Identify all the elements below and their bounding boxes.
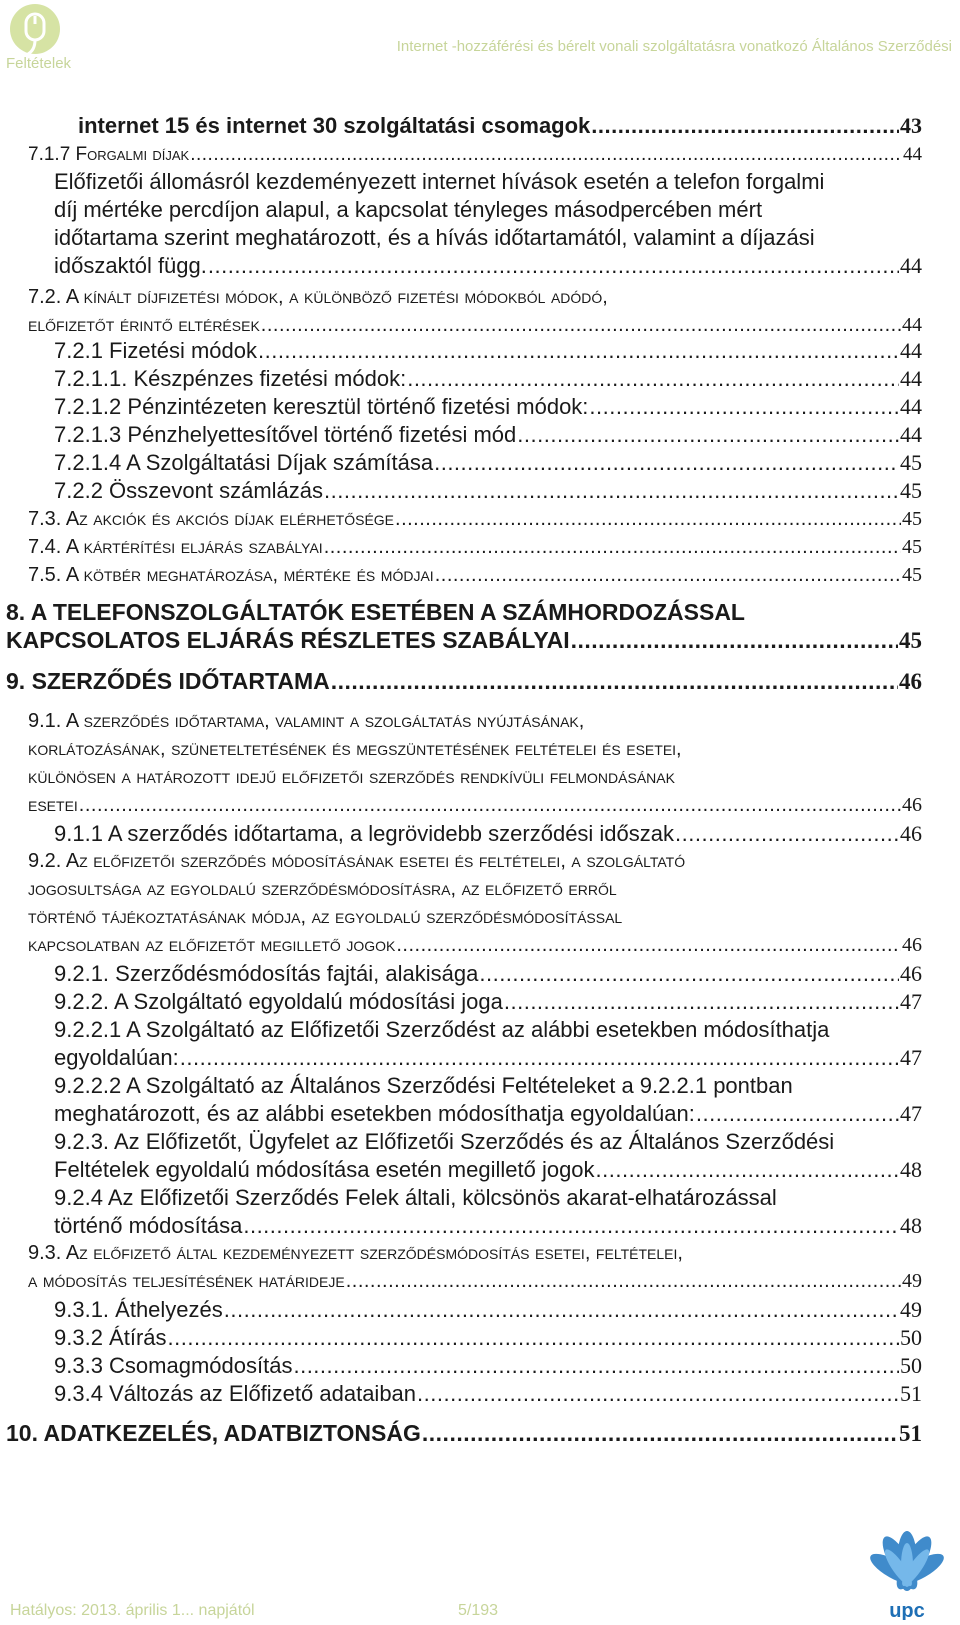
toc-entry-title: 7.2. A kínált díjfizetési módok, a különböző fizetési módokból adódó, [28, 286, 608, 308]
header-title: Internet -hozzáférési és bérelt vonali szolgáltatásra vonatkozó Általános Szerződési [396, 38, 952, 55]
toc-page-number: 43 [900, 113, 922, 138]
toc-leader-dots [190, 142, 902, 167]
toc-page-number: 46 [900, 961, 922, 986]
toc-entry-title: 9.2.2.1 A Szolgáltató az Előfizetői Szerződést az alábbi esetekben módosíthatja [54, 1017, 830, 1042]
toc-leader-dots [517, 421, 899, 449]
toc-leader-dots [417, 1380, 899, 1408]
toc-page-number: 46 [902, 794, 922, 816]
toc-leader-dots [422, 1419, 898, 1448]
upc-logo [862, 1525, 952, 1620]
toc-page-number: 44 [902, 314, 922, 336]
toc-page-number: 44 [900, 422, 922, 447]
toc-page-number: 47 [900, 989, 922, 1014]
toc-leader-dots [435, 562, 901, 588]
toc-entry-title: 7.2.2 Összevont számlázás [54, 478, 324, 503]
toc-page-number: 45 [902, 564, 922, 586]
toc-page-number: 46 [900, 821, 922, 846]
toc-page-number: 44 [900, 338, 922, 363]
toc-page-number: 47 [900, 1045, 922, 1070]
header-logo-word: Feltételek [6, 55, 72, 72]
toc-page-number: 46 [902, 934, 922, 956]
toc-page-number: 45 [900, 450, 922, 475]
toc-entry-title: Feltételek egyoldalú módosítása esetén megillető jogok [54, 1157, 595, 1182]
toc-entry-title: 8. A TELEFONSZOLGÁLTATÓK ESETÉBEN A SZÁMHORDOZÁSSAL [6, 599, 745, 625]
mouse-logo-icon [6, 2, 64, 60]
toc-page-number: 48 [900, 1213, 922, 1238]
toc-page-number: 44 [900, 253, 922, 278]
toc-leader-dots [696, 1100, 899, 1128]
toc-entry-title: 7.4. A kártérítési eljárás szabályai [28, 536, 323, 558]
toc-page-number: 49 [900, 1297, 922, 1322]
toc-leader-dots [258, 337, 899, 365]
toc-entry-title: 7.5. A kötbér meghatározása, mértéke és módjai [28, 564, 434, 586]
toc-leader-dots [208, 252, 899, 280]
toc-entry-title: különösen a határozott idejű előfizetői szerződés rendkívüli felmondásának [28, 766, 675, 788]
toc-entry-title: időtartama szerint meghatározott, és a hívás időtartamától, valamint a díjazási [54, 225, 815, 250]
toc-leader-dots [596, 1156, 899, 1184]
toc-entry-title: korlátozásának, szüneteltetésének és megszüntetésének feltételei és esetei, [28, 738, 682, 760]
toc-entry-title: történő tájékoztatásának módja, az egyoldalú szerződésmódosítással [28, 906, 623, 928]
footer-effective-date: Hatályos: 2013. április 1... napjától [10, 1602, 255, 1619]
toc-entry-title: 7.2.1 Fizetési módok [54, 338, 257, 363]
toc-entry-title: 9.2. Az előfizetői szerződés módosításának esetei és feltételei, a szolgáltató [28, 850, 686, 872]
toc-entry-title: meghatározott, és az alábbi esetekben módosíthatja egyoldalúan: [54, 1101, 695, 1126]
toc-entry-title: 7.2.1.3 Pénzhelyettesítővel történő fizetési mód [54, 422, 517, 447]
toc-entry-title: 7.2.1.2 Pénzintézeten keresztül történő fizetési módok: [54, 394, 589, 419]
toc-entry-title: 9.3.3 Csomagmódosítás [54, 1353, 293, 1378]
toc-entry-title: 9.3.1. Áthelyezés [54, 1297, 223, 1322]
toc-leader-dots [293, 1352, 899, 1380]
toc-page-number: 45 [902, 536, 922, 558]
toc-entry-title: 9.3.2 Átírás [54, 1325, 167, 1350]
toc-leader-dots [168, 1324, 899, 1352]
toc-entry-title: kapcsolatban az előfizetőt megillető jogok [28, 934, 396, 956]
toc-leader-dots [504, 988, 899, 1016]
toc-leader-dots [479, 960, 899, 988]
toc-page-number: 47 [900, 1101, 922, 1126]
footer-page-number: 5/193 [458, 1602, 499, 1619]
toc-page-number: 51 [899, 1421, 922, 1446]
toc-leader-dots [243, 1212, 899, 1240]
toc-entry-title: Előfizetői állomásról kezdeményezett internet hívások esetén a telefon forgalmi [54, 169, 825, 194]
toc-leader-dots [79, 792, 901, 818]
toc-entry-title: 9.2.2. A Szolgáltató egyoldalú módosítási joga [54, 989, 503, 1014]
toc-page-number: 45 [902, 508, 922, 530]
toc-leader-dots [589, 393, 899, 421]
toc-leader-dots [261, 312, 901, 338]
toc-page-number: 49 [902, 1270, 922, 1292]
toc-leader-dots [346, 1268, 901, 1294]
toc-entry-title: 7.1.7 Forgalmi díjak [28, 144, 190, 165]
toc-leader-dots [324, 534, 901, 560]
toc-entry-title: 9.2.3. Az Előfizetőt, Ügyfelet az Előfizetői Szerződés és az Általános Szerződési [54, 1129, 835, 1154]
toc-leader-dots [396, 932, 901, 958]
toc-leader-dots [407, 365, 899, 393]
toc-page-number: 44 [900, 366, 922, 391]
toc-page-number: 48 [900, 1157, 922, 1182]
toc-leader-dots [331, 667, 898, 696]
toc-entry-title: esetei [28, 794, 78, 816]
toc-leader-dots [591, 112, 899, 140]
toc-entry-title: előfizetőt érintő eltérések [28, 314, 260, 336]
upc-brand-text: upc [889, 1600, 925, 1620]
toc-entry-title: időszaktól függ. [54, 253, 207, 278]
toc-entry-title: díj mértéke percdíjon alapul, a kapcsolat tényleges másodpercében mért [54, 197, 763, 222]
toc-page-number: 45 [899, 628, 922, 653]
toc-entry-title: 7.3. Az akciók és akciós díjak elérhetősége [28, 508, 395, 530]
toc-entry-title: a módosítás teljesítésének határideje [28, 1270, 345, 1292]
toc-leader-dots [180, 1044, 899, 1072]
toc-entry-title: történő módosítása [54, 1213, 243, 1238]
toc-page-number: 44 [903, 144, 922, 165]
toc-page-number: 44 [900, 394, 922, 419]
toc-leader-dots [224, 1296, 899, 1324]
toc-leader-dots [571, 626, 898, 655]
toc-entry-title: 10. ADATKEZELÉS, ADATBIZTONSÁG [6, 1420, 421, 1446]
toc-entry-title: 9.2.1. Szerződésmódosítás fajtái, alakisága [54, 961, 479, 986]
toc-entry-title: KAPCSOLATOS ELJÁRÁS RÉSZLETES SZABÁLYAI [6, 627, 570, 653]
toc-leader-dots [395, 506, 901, 532]
toc-entry-title: 7.2.1.4 A Szolgáltatási Díjak számítása [54, 450, 434, 475]
toc-page-number: 50 [900, 1325, 922, 1350]
toc-entry-title: 9.2.2.2 A Szolgáltató az Általános Szerződési Feltételeket a 9.2.2.1 pontban [54, 1073, 793, 1098]
toc-leader-dots [324, 477, 899, 505]
page-header [0, 0, 960, 90]
toc-page-number: 50 [900, 1353, 922, 1378]
toc-leader-dots [434, 449, 899, 477]
toc-leader-dots [675, 820, 899, 848]
toc-page-number: 46 [899, 669, 922, 694]
toc-entry-title: egyoldalúan: [54, 1045, 179, 1070]
toc-entry-title: 9.3. Az előfizető által kezdeményezett szerződésmódosítás esetei, feltételei, [28, 1242, 683, 1264]
toc-entry-title: 7.2.1.1. Készpénzes fizetési módok: [54, 366, 407, 391]
toc-entry-title: jogosultsága az egyoldalú szerződésmódosításra, az előfizető erről [28, 878, 617, 900]
toc-entry-title: 9.1. A szerződés időtartama, valamint a szolgáltatás nyújtásának, [28, 710, 585, 732]
toc-page-number: 45 [900, 478, 922, 503]
toc-entry-title: 9.1.1 A szerződés időtartama, a legrövidebb szerződési időszak [54, 821, 675, 846]
toc-entry-title: 9. SZERZŐDÉS IDŐTARTAMA [6, 668, 330, 694]
toc-page-number: 51 [900, 1381, 922, 1406]
toc-entry-title: 9.3.4 Változás az Előfizető adataiban [54, 1381, 417, 1406]
toc-entry-title: internet 15 és internet 30 szolgáltatási csomagok [78, 113, 591, 138]
toc-entry-title: 9.2.4 Az Előfizetői Szerződés Felek általi, kölcsönös akarat-elhatározással [54, 1185, 777, 1210]
